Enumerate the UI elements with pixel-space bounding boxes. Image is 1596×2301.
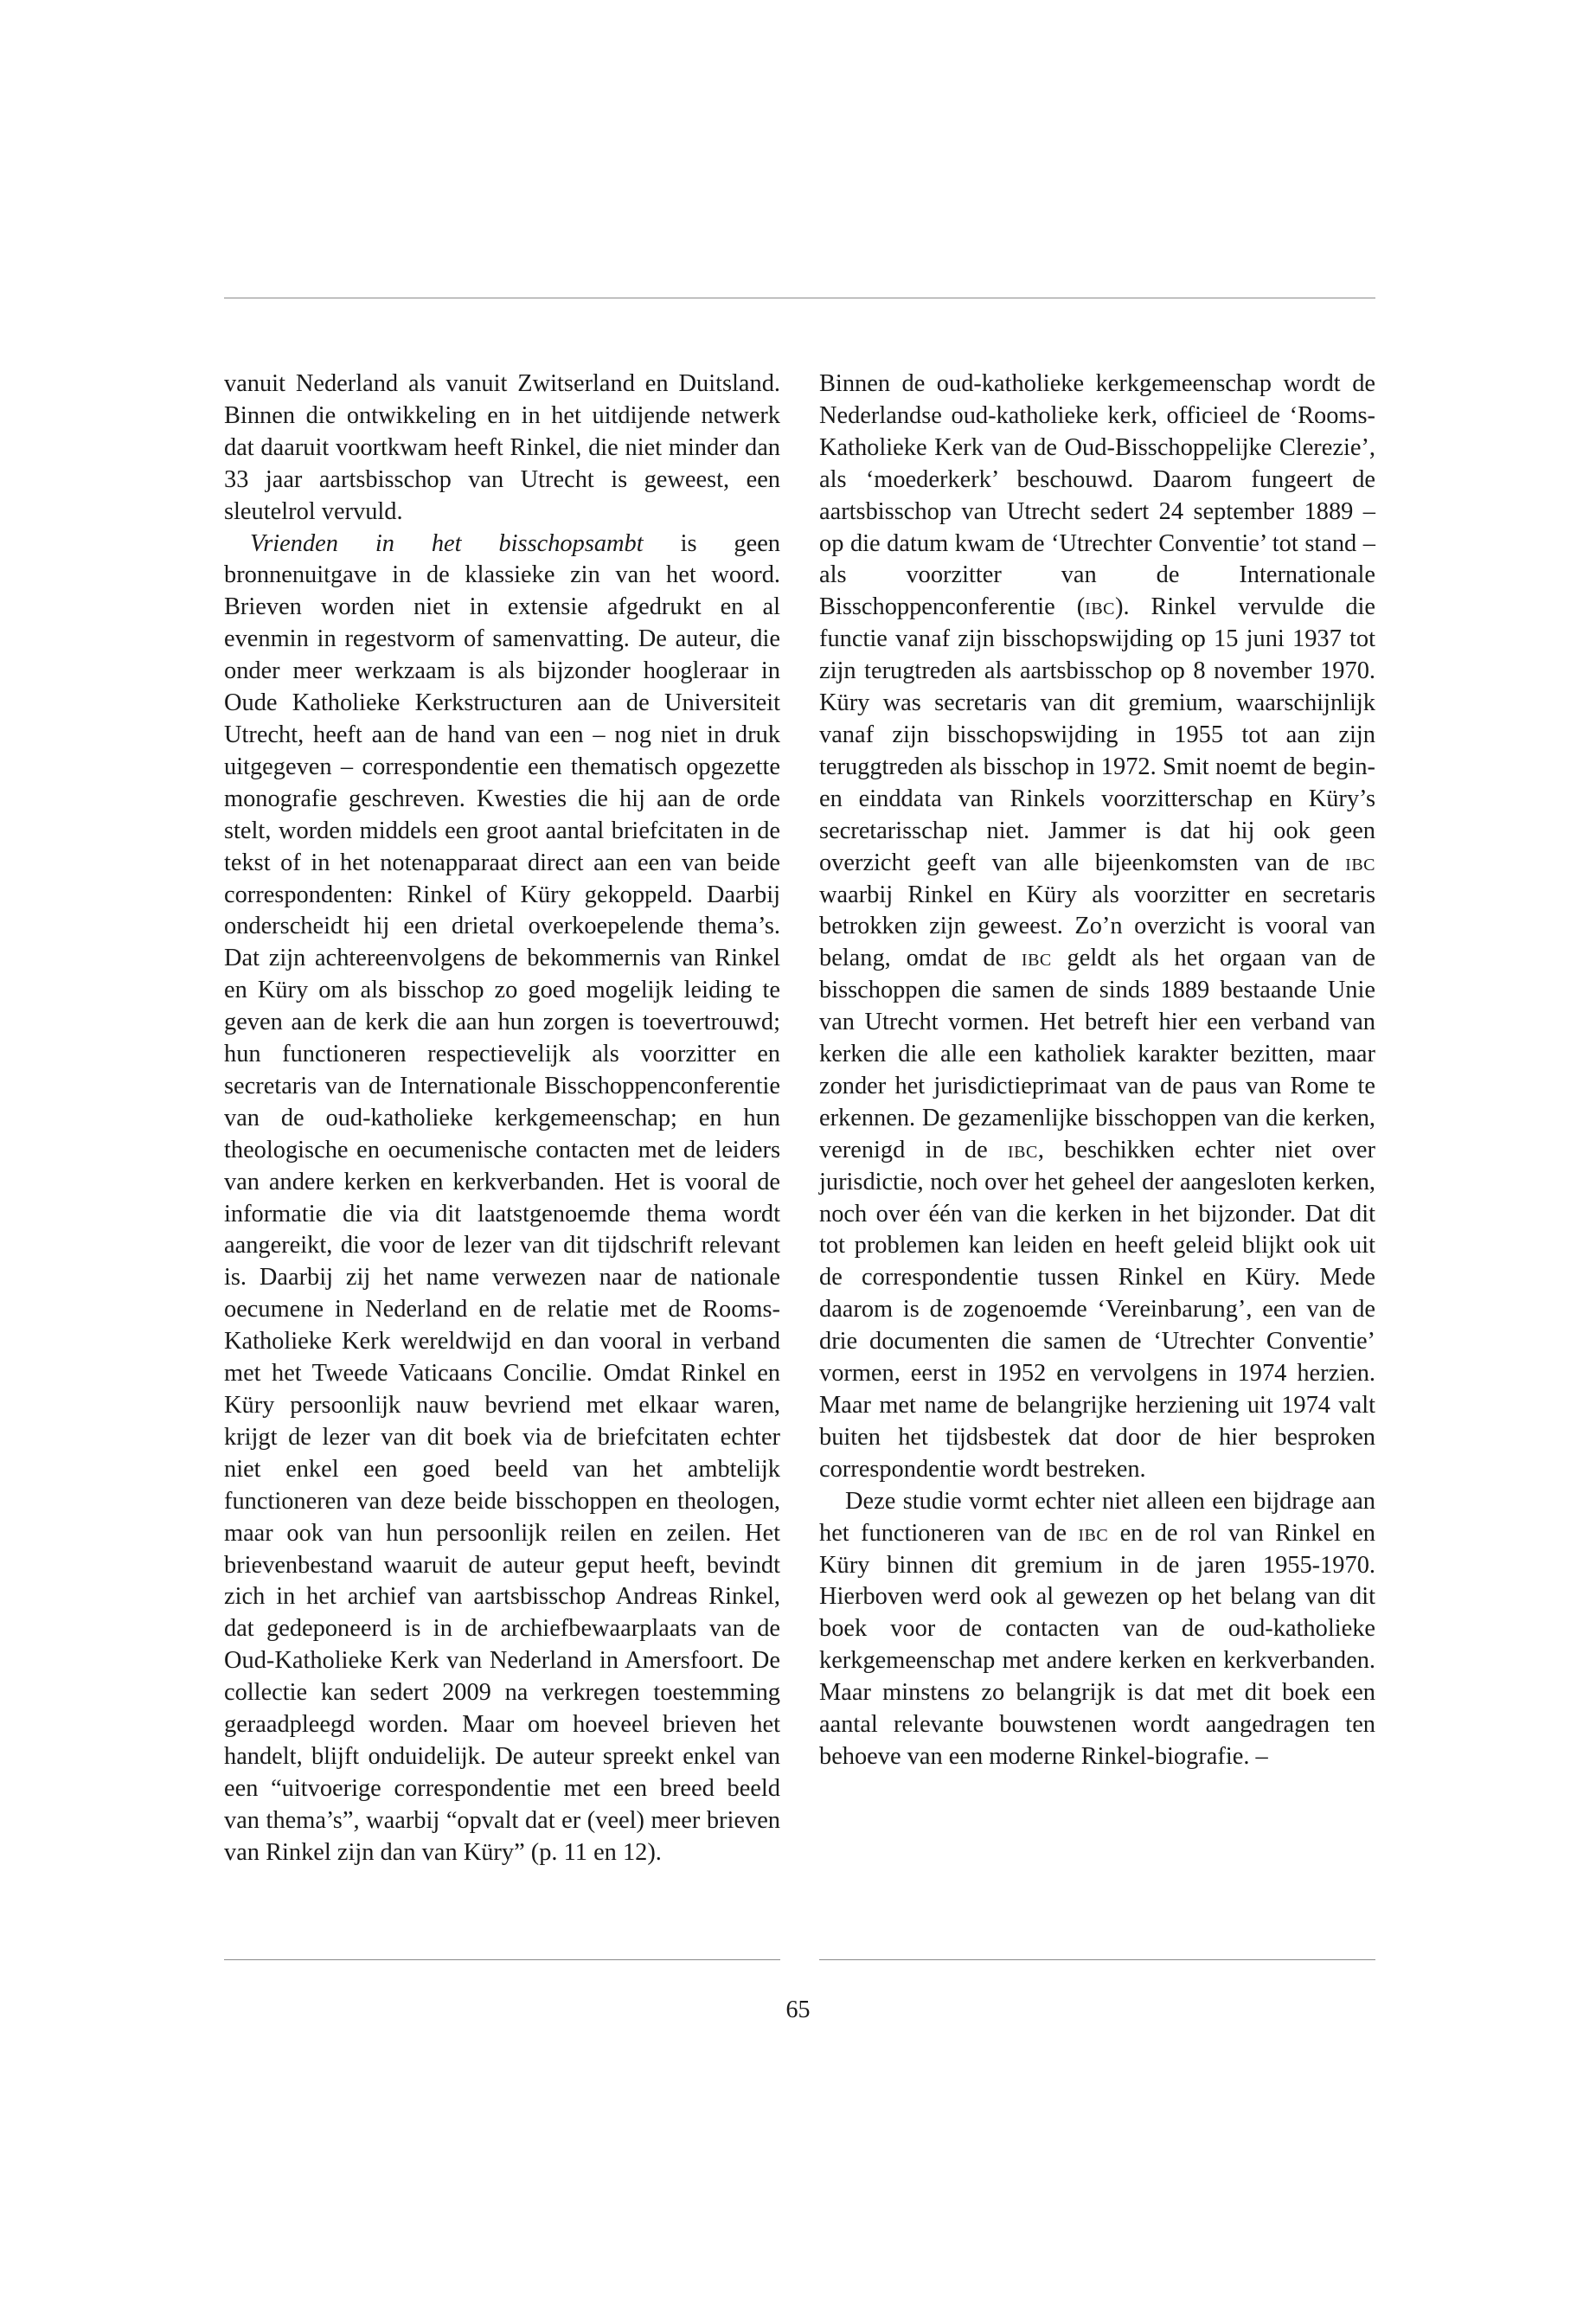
right-paragraph-1-part-d: geldt als het orgaan van de bisschoppen die samen de sinds 1889 bestaande Unie van Utrecht vormen. Het betreft hier een verband van kerken die alle een katholiek karakter bezitten, maar zonder het jurisdictieprimaat van de paus van Rome te erkennen. De gezamenlijke bisschoppen van die kerken, verenigd in de — [819, 945, 1375, 1163]
right-paragraph-1-part-b: ). Rinkel vervulde die functie vanaf zijn bisschopswijding op 15 juni 1937 tot zijn terugtreden als aartsbisschop op 8 november 1970. Küry was secretaris van dit gremium, waarschijnlijk vanaf zijn bisschopswijding in 1955 tot aan zijn teruggtreden als bisschop in 1972. Smit noemt de begin- en einddata van Rinkels voorzitterschap en Küry’s secretarisschap niet. Jammer is dat hij ook geen overzicht geeft van alle bijeenkomsten van de — [819, 593, 1376, 876]
left-paragraph-2-text: is geen bronnenuitgave in de klassieke zin van het woord. Brieven worden niet in extensie afgedrukt en al evenmin in regestvorm of samenvatting. De auteur, die onder meer werkzaam is als bijzonder hoogleraar in Oude Katholieke Kerkstructuren aan de Universiteit Utrecht, heeft aan de hand van een – nog niet in druk uitgegeven – correspondentie een thematisch opgezette monografie geschreven. Kwesties die hij aan de orde stelt, worden middels een groot aantal briefcitaten in de tekst of in het notenapparaat direct aan een van beide correspondenten: Rinkel of Küry gekoppeld. Daarbij onderscheidt hij een drietal overkoepelende thema’s. Dat zijn achtereenvolgens de bekommernis van Rinkel en Küry om als bisschop zo goed mogelijk leiding te geven aan de kerk die aan hun zorgen is toevertrouwd; hun functioneren respectievelijk als voorzitter en secretaris van de Internationale Bisschoppenconferentie van de oud-katholieke kerkgemeenschap; en hun theologische en oecumenische contacten met de leiders van andere kerken en kerkverbanden. Het is vooral de informatie die via dit laatstgenoemde thema wordt aangereikt, die voor de lezer van dit tijdschrift relevant is. Daarbij zij het name verwezen naar de nationale oecumene in Nederland en de relatie met de Rooms-Katholieke Kerk wereldwijd en dan vooral in verband met het Tweede Vaticaans Concilie. Omdat Rinkel en Küry persoonlijk nauw bevriend met elkaar waren, krijgt de lezer van dit boek via de briefcitaten echter niet enkel een goed beeld van het ambtelijk functioneren van deze beide bisschoppen en theologen, maar ook van hun persoonlijk reilen en zeilen. Het brievenbestand waaruit de auteur geput heeft, bevindt zich in het archief van aartsbisschop Andreas Rinkel, dat gedeponeerd is in de archiefbewaarplaats van de Oud-Katholieke Kerk van Nederland in Amersfoort. De collectie kan sedert 2009 na verkregen toestemming geraadpleegd worden. Maar om hoeveel brieven het handelt, blijft onduidelijk. De auteur spreekt enkel van een “uitvoerige correspondentie met een breed beeld van thema’s”, waarbij “opvalt dat er (veel) meer brieven van Rinkel zijn dan van Küry” (p. 11 en 12). — [224, 529, 780, 1866]
abbreviation: ibc — [1021, 945, 1052, 972]
abbreviation: ibc — [1345, 849, 1375, 876]
bottom-rule-left — [224, 1959, 780, 1960]
right-paragraph-1-part-c: waarbij Rinkel en Küry als voorzitter en secretaris betrokken zijn geweest. Zo’n overzicht is vooral van belang, omdat de — [819, 881, 1375, 972]
right-paragraph-1-part-e: , beschikken echter niet over jurisdictie, noch over het geheel der aangesloten kerken, noch over één van die kerken in het bijzonder. Dat dit tot problemen kan leiden en heeft geleid blijkt ook uit de correspondentie tussen Rinkel en Küry. Mede daarom is de zogenoemde ‘Vereinbarung’, een van de drie documenten die samen de ‘Utrechter Conventie’ vormen, eerst in 1952 en vervolgens in 1974 herzien. Maar met name de belangrijke herziening uit 1974 valt buiten het tijdsbestek dat door de hier besproken correspondentie wordt bestreken. — [819, 1136, 1375, 1483]
book-title: Vrienden in het bisschopsambt — [250, 529, 644, 557]
right-column — [819, 369, 1375, 1773]
right-paragraph-2 — [819, 1486, 1375, 1773]
abbreviation: ibc — [1085, 593, 1115, 621]
right-paragraph-1 — [819, 369, 1375, 1486]
right-paragraph-2-part-a: Deze studie vormt echter niet alleen een bijdrage aan het functioneren van de — [819, 1487, 1375, 1547]
left-paragraph-2 — [224, 529, 780, 1869]
right-paragraph-2-part-b: en de rol van Rinkel en Küry binnen dit gremium in de jaren 1955-1970. Hierboven werd ook al gewezen op het belang van dit boek voor de contacten van de oud-katholieke kerkgemeenschap met andere kerken en kerkverbanden. Maar minstens zo belangrijk is dat met dit boek een aantal relevante bouwstenen wordt aangedragen ten behoeve van een moderne Rinkel-biografie. – — [819, 1519, 1375, 1770]
left-column — [224, 369, 780, 1869]
abbreviation: ibc — [1078, 1519, 1109, 1547]
left-paragraph-1: vanuit Nederland als vanuit Zwitserland en Duitsland. Binnen die ontwikkeling en in het uitdijende netwerk dat daaruit voortkwam heeft Rinkel, die niet minder dan 33 jaar aartsbisschop van Utrecht is geweest, een sleutelrol vervuld. — [224, 370, 780, 525]
bottom-rule-right — [819, 1959, 1375, 1960]
abbreviation: ibc — [1007, 1136, 1038, 1163]
page-number: 65 — [785, 1997, 811, 2023]
right-paragraph-1-part-a: Binnen de oud-katholieke kerkgemeenschap wordt de Nederlandse oud-katholieke kerk, officieel de ‘Rooms-Katholieke Kerk van de Oud-Bisschoppelijke Clerezie’, als ‘moederkerk’ beschouwd. Daarom fungeert de aartsbisschop van Utrecht sedert 24 september 1889 – op die datum kwam de ‘Utrechter Conventie’ tot stand – als voorzitter van de Internationale Bisschoppenconferentie ( — [819, 370, 1375, 621]
